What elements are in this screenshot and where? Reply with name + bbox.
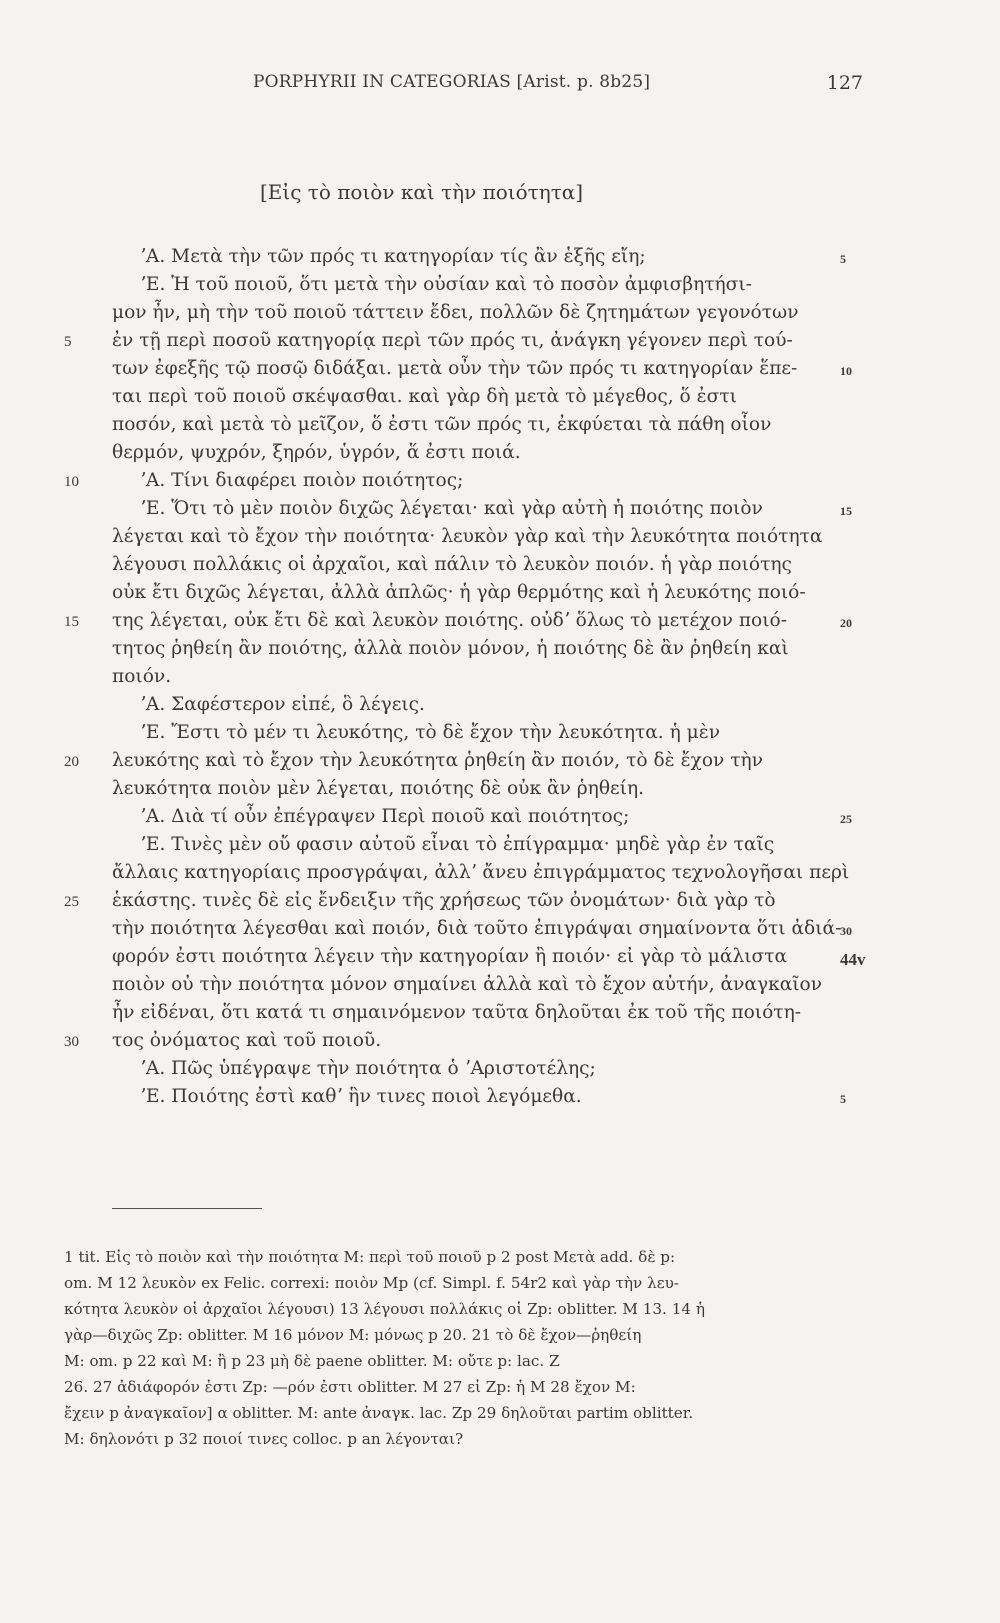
apparatus-line: 1 tit. Εἰς τὸ ποιὸν καὶ τὴν ποιότητα M: περὶ τοῦ ποιοῦ p 2 post Μετὰ add. δὲ p: [64,1248,676,1266]
margin-number: 30 [840,924,852,938]
apparatus-line: γὰρ—διχῶς Zp: oblitter. M 16 μόνον M: μόνως p 20. 21 τὸ δὲ ἔχον—ῥηθείη [64,1326,642,1344]
text-line: ʼΑ. Σαφέστερον εἰπέ, ὃ λέγεις. [140,694,425,715]
line-number: 10 [64,474,79,490]
footnote-rule [112,1208,262,1209]
margin-number: 5 [840,1092,846,1106]
text-line: ται περὶ τοῦ ποιοῦ σκέψασθαι. καὶ γὰρ δὴ μετὰ τὸ μέγεθος, ὅ ἐστι [112,386,737,407]
text-line: λέγουσι πολλάκις οἱ ἀρχαῖοι, καὶ πάλιν τὸ λευκὸν ποιόν. ἡ γὰρ ποιότης [112,554,792,575]
text-line: ʼΑ. Διὰ τί οὖν ἐπέγραψεν Περὶ ποιοῦ καὶ ποιότητος; [140,806,630,827]
text-line: φορόν ἐστι ποιότητα λέγειν τὴν κατηγορίαν ἢ ποιόν· εἰ γὰρ τὸ μάλιστα [112,946,788,967]
text-line: ʼΕ. Ἡ τοῦ ποιοῦ, ὅτι μετὰ τὴν οὐσίαν καὶ τὸ ποσὸν ἀμφισβητήσι- [140,274,752,295]
text-line: των ἐφεξῆς τῷ ποσῷ διδάξαι. μετὰ οὖν τὴν τῶν πρός τι κατηγορίαν ἕπε- [112,358,798,379]
text-line: της λέγεται, οὐκ ἔτι δὲ καὶ λευκὸν ποιότης. οὐδʼ ὅλως τὸ μετέχον ποιό- [112,610,787,631]
line-number: 25 [64,894,79,910]
line-number: 5 [64,334,72,350]
margin-number: 10 [840,364,852,378]
apparatus-line: M: om. p 22 καὶ M: ἢ p 23 μὴ δὲ paene oblitter. M: οὔτε p: lac. Z [64,1352,560,1370]
text-line: οὐκ ἔτι διχῶς λέγεται, ἀλλὰ ἁπλῶς· ἡ γὰρ θερμότης καὶ ἡ λευκότης ποιό- [112,582,806,603]
text-line: ἑκάστης. τινὲς δὲ εἰς ἔνδειξιν τῆς χρήσεως τῶν ὀνομάτων· διὰ γὰρ τὸ [112,890,776,911]
margin-folio: 44v [840,950,866,969]
margin-number: 25 [840,812,852,826]
margin-number: 20 [840,616,852,630]
line-number: 30 [64,1034,79,1050]
page-number: 127 [826,72,863,94]
text-line: λέγεται καὶ τὸ ἔχον τὴν ποιότητα· λευκὸν γὰρ καὶ τὴν λευκότητα ποιότητα [112,526,823,547]
text-line: ʼΕ. Τινὲς μὲν οὔ φασιν αὐτοῦ εἶναι τὸ ἐπίγραμμα· μηδὲ γὰρ ἐν ταῖς [140,834,775,855]
apparatus-line: ἔχειν p ἀναγκαῖον] α oblitter. M: ante ἀναγκ. lac. Zp 29 δηλοῦται partim oblitter. [64,1404,694,1422]
text-line: λευκότητα ποιὸν μὲν λέγεται, ποιότης δὲ οὐκ ἂν ῥηθείη. [112,778,644,799]
text-line: ʼΑ. Μετὰ τὴν τῶν πρός τι κατηγορίαν τίς ἂν ἑξῆς εἴη; [140,246,646,267]
line-number: 15 [64,614,79,630]
text-line: ἄλλαις κατηγορίαις προσγράψαι, ἀλλʼ ἄνευ ἐπιγράμματος τεχνολογῆσαι περὶ [112,862,850,883]
text-line: ἐν τῇ περὶ ποσοῦ κατηγορίᾳ περὶ τῶν πρός τι, ἀνάγκη γέγονεν περὶ τού- [112,330,793,351]
text-line: τητος ῥηθείη ἂν ποιότης, ἀλλὰ ποιὸν μόνον, ἡ ποιότης δὲ ἂν ῥηθείη καὶ [112,638,789,659]
text-line: τος ὀνόματος καὶ τοῦ ποιοῦ. [112,1030,382,1051]
running-head: PORPHYRII IN CATEGORIAS [Arist. p. 8b25] [253,72,651,92]
text-line: ποιόν. [112,666,172,687]
text-line: μον ἦν, μὴ τὴν τοῦ ποιοῦ τάττειν ἔδει, πολλῶν δὲ ζητημάτων γεγονότων [112,302,799,323]
text-line: ʼΑ. Τίνι διαφέρει ποιὸν ποιότητος; [140,470,464,491]
apparatus-line: κότητα λευκὸν οἱ ἀρχαῖοι λέγουσι) 13 λέγουσι πολλάκις οἱ Zp: oblitter. M 13. 14 ἡ [64,1300,705,1318]
apparatus-line: om. M 12 λευκὸν ex Felic. correxi: ποιὸν Mp (cf. Simpl. f. 54r2 καὶ γὰρ τὴν λευ- [64,1274,679,1292]
text-line: θερμόν, ψυχρόν, ξηρόν, ὑγρόν, ἅ ἐστι ποιά. [112,442,521,463]
apparatus-line: 26. 27 ἀδιάφορόν ἐστι Zp: —ρόν ἐστι oblitter. M 27 εἰ Zp: ἡ M 28 ἔχον M: [64,1378,636,1396]
text-line: ʼΕ. Ὅτι τὸ μὲν ποιὸν διχῶς λέγεται· καὶ γὰρ αὐτὴ ἡ ποιότης ποιὸν [140,498,763,519]
line-number: 20 [64,754,79,770]
section-title: [Εἰς τὸ ποιὸν καὶ τὴν ποιότητα] [260,180,584,204]
margin-number: 5 [840,252,846,266]
text-line: ʼΑ. Πῶς ὑπέγραψε τὴν ποιότητα ὁ ʼΑριστοτέλης; [140,1058,596,1079]
text-line: ποιὸν οὐ τὴν ποιότητα μόνον σημαίνει ἀλλὰ καὶ τὸ ἔχον αὐτήν, ἀναγκαῖον [112,974,823,995]
text-line: ʼΕ. Ἔστι τὸ μέν τι λευκότης, τὸ δὲ ἔχον τὴν λευκότητα. ἡ μὲν [140,722,721,743]
text-line: ποσόν, καὶ μετὰ τὸ μεῖζον, ὅ ἐστι τῶν πρός τι, ἐκφύεται τὰ πάθη οἷον [112,414,772,435]
text-line: ʼΕ. Ποιότης ἐστὶ καθʼ ἣν τινες ποιοὶ λεγόμεθα. [140,1086,582,1107]
apparatus-line: M: δηλονότι p 32 ποιοί τινες colloc. p an λέγονται? [64,1430,464,1448]
text-line: τὴν ποιότητα λέγεσθαι καὶ ποιόν, διὰ τοῦτο ἐπιγράψαι σημαίνοντα ὅτι ἀδιά- [112,918,842,939]
margin-number: 15 [840,504,852,518]
text-line: ἦν εἰδέναι, ὅτι κατά τι σημαινόμενον ταῦτα δηλοῦται ἐκ τοῦ τῆς ποιότη- [112,1002,801,1023]
page-header [103,68,863,108]
text-line: λευκότης καὶ τὸ ἔχον τὴν λευκότητα ῥηθείη ἂν ποιόν, τὸ δὲ ἔχον τὴν [112,750,763,771]
